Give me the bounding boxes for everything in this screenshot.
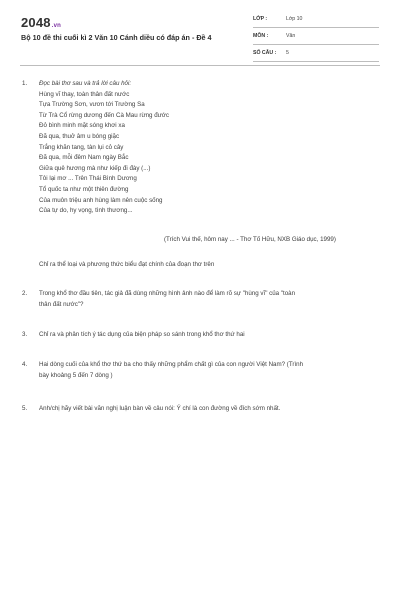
poem-line: Đã qua, thuở âm u bóng giặc: [39, 132, 120, 140]
header-divider: [20, 65, 380, 66]
question-number: 1.: [22, 80, 28, 87]
question-content: [39, 404, 280, 415]
meta-label: LỚP :: [253, 16, 268, 22]
question-number: 4.: [22, 361, 28, 368]
meta-value: Lớp 10: [286, 16, 303, 22]
question-number: 5.: [22, 405, 28, 412]
question-number: 3.: [22, 331, 28, 338]
poem-line: Trắng khăn tang, tàn lụi cỏ cây: [39, 143, 124, 151]
meta-panel: [253, 14, 379, 65]
site-logo[interactable]: [21, 15, 61, 30]
poem-line: Tổ quốc ta như một thiên đường: [39, 185, 129, 193]
question-number: 2.: [22, 290, 28, 297]
poem-line: Tôi lại mơ ... Trên Thái Bình Dương: [39, 175, 137, 183]
question-content: [39, 289, 295, 310]
meta-value: 5: [286, 50, 289, 56]
question-instruction: Đọc bài thơ sau và trả lời câu hỏi:: [39, 80, 132, 87]
question-content: [39, 330, 245, 341]
poem-line: Đã qua, mỗi đêm Nam ngày Bắc: [39, 154, 129, 162]
poem-line: Của muôn triệu anh hùng làm nên cuộc sống: [39, 196, 163, 204]
question-content: [39, 79, 169, 217]
question-text-line: Chỉ ra và phân tích ý tác dụng của biện pháp so sánh trong khổ thơ thứ hai: [39, 331, 245, 338]
meta-row-class: [253, 14, 379, 28]
question-text-line: Anh/chị hãy viết bài văn nghị luận bàn về câu nói: Ý chí là con đường về đích sớm nhất.: [39, 405, 281, 412]
poem-line: Giữa quê hương mà như kiếp đi đày (...): [39, 164, 151, 172]
question-content: [39, 360, 303, 381]
document-title: Bộ 10 đề thi cuối kì 2 Văn 10 Cánh diều có đáp án - Đề 4: [21, 33, 212, 42]
poem-line: Của tự do, hy vọng, tình thương...: [39, 207, 133, 215]
logo-tld: .vn: [51, 23, 62, 29]
question-prompt: Chỉ ra thể loại và phương thức biểu đạt chính của đoạn thơ trên: [39, 261, 215, 268]
question-text-line: Hai dòng cuối của khổ thơ thứ ba cho thấy những phẩm chất gì của con người Việt Nam? (Trình: [39, 361, 304, 368]
question-text-line: thân đất nước"?: [39, 300, 84, 308]
question-1: [22, 79, 382, 279]
meta-label: SỐ CÂU :: [253, 50, 277, 56]
meta-value: Văn: [286, 33, 296, 39]
question-text-line: bày khoảng 5 đến 7 dòng ): [39, 371, 113, 379]
poem-line: Hùng vĩ thay, toàn thân đất nước: [39, 90, 130, 98]
meta-label: MÔN :: [253, 33, 269, 39]
logo-text: 2048: [21, 15, 51, 30]
poem-line: Tựa Trường Sơn, vươn tới Trường Sa: [39, 101, 145, 109]
meta-row-question-count: [253, 48, 379, 62]
poem-source: (Trích Vui thế, hôm nay ... - Thơ Tố Hữu, NXB Giáo dục, 1999): [164, 236, 336, 243]
meta-row-subject: [253, 31, 379, 45]
poem-line: Từ Trà Cổ rừng dương đến Cà Mau rừng đước: [39, 111, 169, 119]
question-text-line: Trong khổ thơ đầu tiên, tác giả đã dùng những hình ảnh nào để làm rõ sự "hùng vĩ" của "toàn: [39, 290, 296, 297]
poem-line: Đỏ bình minh mặt sóng khơi xa: [39, 122, 125, 130]
